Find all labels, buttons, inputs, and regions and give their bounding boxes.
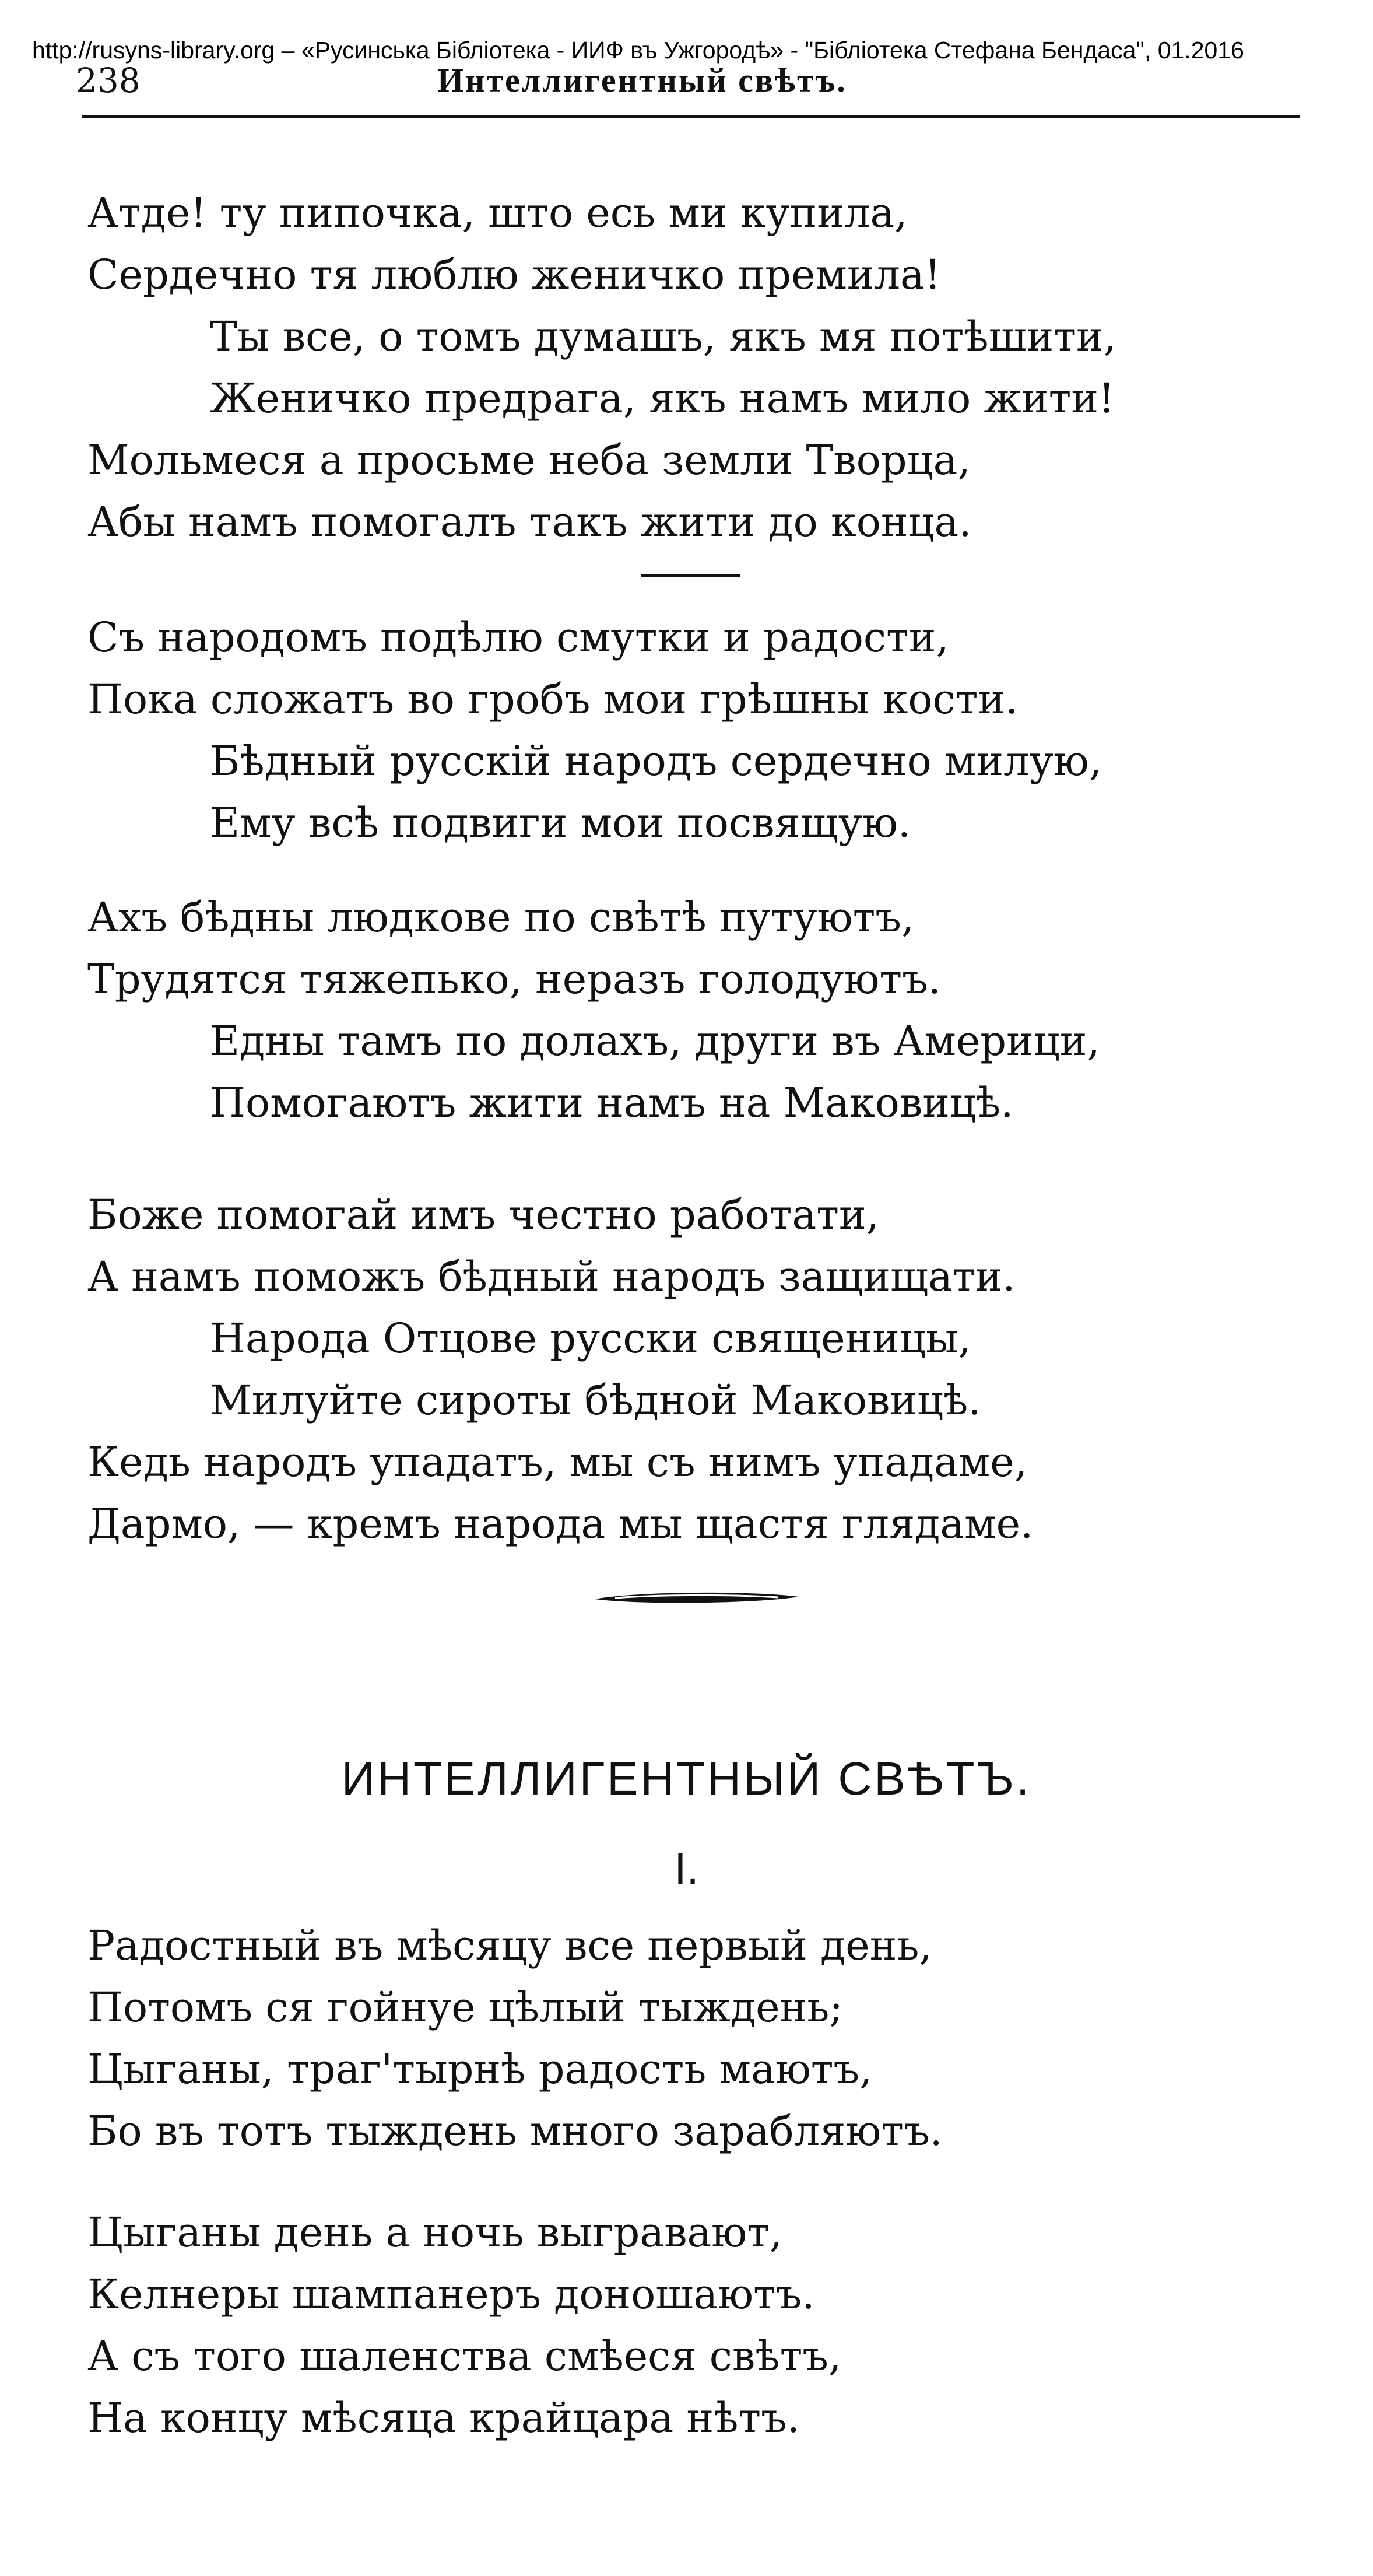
verse-line: Съ народомъ подѣлю смутки и радости, (87, 614, 949, 661)
verse-line: Женичко предрага, якъ намъ мило жити! (210, 374, 1115, 422)
header-rule (82, 115, 1300, 118)
verse-line: Цыганы день а ночь выгравают, (87, 2209, 783, 2256)
source-attribution: http://rusyns-library.org – «Русинська Бібліотека - ИИФ въ Ужгородѣ» - "Бібліотека Стефана Бендаса", 01.2016 (32, 37, 1244, 64)
verse-line: Едны тамъ по долахъ, други въ Америци, (210, 1017, 1100, 1065)
verse-line: Ахъ бѣдны людкове по свѣтѣ путуютъ, (87, 893, 915, 941)
verse-line: Ему всѣ подвиги мои посвящую. (210, 799, 911, 847)
verse-line: Келнеры шампанеръ доношаютъ. (87, 2270, 815, 2318)
verse-line: Народа Отцове русски священицы, (210, 1315, 971, 1362)
verse-line: Трудятся тяжепько, неразъ голодуютъ. (87, 955, 941, 1003)
page-number: 238 (76, 61, 141, 100)
verse-line: Боже помогай имъ честно работати, (87, 1191, 879, 1239)
verse-line: Потомъ ся гойнуе цѣлый тыждень; (87, 1983, 843, 2031)
stanza-4 (87, 1184, 1347, 1555)
stanza-3 (87, 886, 1347, 1134)
stanza-6 (87, 2202, 1347, 2449)
verse-line: Сердечно тя люблю женичко премила! (87, 251, 941, 299)
verse-line: Помогаютъ жити намъ на Маковицѣ. (210, 1079, 1014, 1127)
ornamental-divider (592, 1586, 802, 1610)
verse-line: На концу мѣсяца крайцара нѣтъ. (87, 2394, 800, 2442)
verse-line: Мольмеся а просьме неба земли Творца, (87, 436, 971, 484)
section-number: I. (674, 1844, 699, 1894)
running-title: Интеллигентный свѣтъ. (437, 61, 847, 99)
verse-line: Милуйте сироты бѣдной Маковицѣ. (210, 1376, 981, 1424)
verse-line: Радостный въ мѣсяцу все первый день, (87, 1922, 932, 1969)
verse-line: Пока сложатъ во гробъ мои грѣшны кости. (87, 675, 1019, 723)
stanza-1 (87, 182, 1347, 553)
verse-line: Ты все, о томъ думашъ, якъ мя потѣшити, (210, 313, 1116, 360)
verse-line: Дармо, — кремъ народа мы щастя глядаме. (87, 1500, 1034, 1548)
stanza-separator-rule (641, 574, 740, 577)
verse-line: А съ того шаленства смѣеся свѣтъ, (87, 2332, 842, 2380)
verse-line: Цыганы, траг'тырнѣ радость маютъ, (87, 2045, 873, 2093)
verse-line: Абы намъ помогалъ такъ жити до конца. (87, 498, 972, 546)
stanza-2 (87, 607, 1347, 854)
section-title: ИНТЕЛЛИГЕНТНЫЙ СВѢТЪ. (341, 1753, 1032, 1804)
verse-line: А намъ поможъ бѣдный народъ защищати. (87, 1253, 1016, 1301)
verse-line: Бѣдный русскій народъ сердечно милую, (210, 737, 1102, 785)
verse-line: Кедь народъ упадатъ, мы съ нимъ упадаме, (87, 1438, 1027, 1486)
verse-line: Атде! ту пипочка, што есь ми купила, (87, 189, 908, 237)
stanza-5 (87, 1915, 1347, 2162)
running-head (76, 60, 1306, 107)
verse-line: Бо въ тотъ тыждень много зарабляютъ. (87, 2107, 943, 2155)
